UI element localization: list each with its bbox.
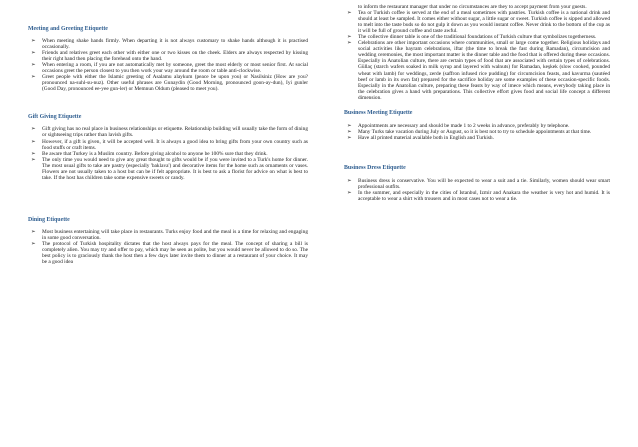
dining-list <box>28 229 308 265</box>
business-dress-section <box>344 165 610 202</box>
checkmark-bullet-icon: ➢ <box>347 134 352 141</box>
right-column <box>344 4 610 202</box>
list-item: ➢ Be aware that Turkey is a Muslim country. Before giving alcohol to anyone be 100% sure that they drink. <box>31 150 268 157</box>
checkmark-bullet-icon: ➢ <box>31 138 36 145</box>
list-item: ➢ Celebrations are other important occasions where communities, small or large come together. Religious holidays and social activities like bayram celebrations, iftar (the time to break the fast during Ramadan), circumcision and wedding ceremonies, the most important matter is the dinner table and the food that is offered during these occasions. Especially in Anatolian culture, there are certain types of food that are associated with certain types of celebrations. Güllaç (starch wafers soaked in milk syrup and layered with walnuts) for Ramadan, keşkek (slow cooked, pounded wheat with lamb) for weddings, zerde (saffron infused rice pudding) for circumcision feasts, and kavurma (sautéed beef or lamb in its own fat) prepared for the sacrifice holiday are some examples of these occasion-specific foods. Especially in the Anatolian culture, preparing these feasts by way of imece which means, everybody taking place in the celebration gives a hand with preparations. This collective effort gives food and social life concept a different dimension. <box>347 40 610 101</box>
meeting-list <box>28 38 308 92</box>
checkmark-bullet-icon: ➢ <box>347 122 352 129</box>
checkmark-bullet-icon: ➢ <box>347 189 352 196</box>
checkmark-bullet-icon: ➢ <box>31 240 36 247</box>
checkmark-bullet-icon: ➢ <box>347 10 352 17</box>
list-item: ➢ Appointments are necessary and should be made 1 to 2 weeks in advance, preferably by telephone. <box>347 122 570 129</box>
checkmark-bullet-icon: ➢ <box>31 126 36 133</box>
dining-section <box>28 217 308 265</box>
checkmark-bullet-icon: ➢ <box>31 156 36 163</box>
business-meeting-heading: Business Meeting Etiquette <box>344 109 413 116</box>
checkmark-bullet-icon: ➢ <box>347 128 352 135</box>
list-item: ➢ Many Turks take vacation during July or August, so it is best not to try to schedule appointments at that time. <box>347 128 592 135</box>
checkmark-bullet-icon: ➢ <box>31 228 36 235</box>
list-item: ➢ The only time you would need to give any great thought to gifts would be if you were invited to a Turk's home for dinner. The most usual gifts to take are pastry (especially 'baklava') and decorative items for the home such as ornaments or vases. Flowers are not usually taken to a host but can be if felt appropriate. It is best to ask a florist for advice on what is best to take. If the host has children take some expensive sweets or candy. <box>31 156 308 181</box>
checkmark-bullet-icon: ➢ <box>31 50 36 57</box>
checkmark-bullet-icon: ➢ <box>31 150 36 157</box>
meeting-heading: Meeting and Greeting Etiquette <box>28 26 108 32</box>
gift-section <box>28 114 308 180</box>
business-dress-list <box>344 178 610 202</box>
business-dress-heading: Business Dress Etiquette <box>344 164 406 171</box>
gift-list <box>28 126 308 180</box>
checkmark-bullet-icon: ➢ <box>347 40 352 47</box>
list-item: ➢ The protocol of Turkish hospitality dictates that the host always pays for the meal. The concept of sharing a bill is completely alien. You may try and offer to pay, which may be seen as polite, but you would never be allowed to do so. The best policy is to graciously thank the host then a few days later invite them to dinner at a restaurant of your choice. It may be a good idea <box>31 240 308 266</box>
business-meeting-section <box>344 110 610 141</box>
list-item: ➢ Have all printed material available both in English and Turkish. <box>347 134 494 141</box>
list-item: ➢ However, if a gift is given, it will be accepted well. It is always a good idea to bring gifts from your own country such as food stuffs or craft items. <box>31 138 308 151</box>
list-item: ➢ Greet people with either the Islamic greeting of Asalamu alaykum (peace be upon you) or Nasilsiniz (How are you? pronounced na-suhl-su-nuz). Other useful phrases are Gunaydin (Good Morning, pronounced goon-ay-dun), Iyi gunler (Good Day, pronounced ee-yee gun-ler) or Memnun Oldum (pleased to meet you). <box>31 74 308 93</box>
checkmark-bullet-icon: ➢ <box>347 177 352 184</box>
list-item: ➢ In the summer, and especially in the cities of Istanbul, Izmir and Anakara the weather is very hot and humid. It is acceptable to wear a shirt with trousers and in most cases not to wear a tie. <box>347 189 610 203</box>
dining-list-continued <box>344 10 610 101</box>
meeting-section <box>28 26 308 92</box>
list-item: ➢ When entering a room, if you are not automatically met by someone, greet the most elderly or most senior first. At social occasions greet the person closest to you then work your way around the room or table anti-clockwise. <box>31 62 308 75</box>
left-column <box>28 4 308 265</box>
business-meeting-list <box>344 123 610 141</box>
list-item: ➢ When meeting shake hands firmly. When departing it is not always customary to shake hands although it is practised occasionally. <box>31 38 308 51</box>
checkmark-bullet-icon: ➢ <box>31 38 36 44</box>
dining-continuation: to inform the restaurant manager that under no circumstances are they to accept payment from your guests. <box>358 4 587 10</box>
list-item: ➢ The collective dinner table is one of the traditional foundations of Turkish culture that symbolizes togetherness. <box>347 34 597 41</box>
list-item: ➢ Business dress is conservative. You will be expected to wear a suit and a tie. Similarly, women should wear smart professional outfits. <box>347 177 610 190</box>
list-item: ➢ Tea or Turkish coffee is served at the end of a meal sometimes with pastries. Turkish coffee is a national drink and should at least be sampled. It comes either without sugar, a little sugar or sweet. Turkish coffee is sipped and allowed to melt into the taste buds so do not gulp it down as you would instant coffee. Never drink to the bottom of the cup as it will be full of ground coffee and taste awful. <box>347 10 610 35</box>
list-item: ➢ Most business entertaining will take place in restaurants. Turks enjoy food and the meal is a time for relaxing and engaging in some good conversation. <box>31 228 308 241</box>
checkmark-bullet-icon: ➢ <box>31 62 36 69</box>
gift-heading: Gift Giving Etiquette <box>28 114 82 121</box>
dining-heading: Dining Etiquette <box>28 216 70 223</box>
checkmark-bullet-icon: ➢ <box>31 74 36 81</box>
checkmark-bullet-icon: ➢ <box>347 34 352 41</box>
list-item: ➢ Friends and relatives greet each other with either one or two kisses on the cheek. Elders are always respected by kissing their right hand then placing the forehead onto the hand. <box>31 50 308 63</box>
list-item: ➢ Gift giving has no real place in business relationships or etiquette. Relationship building will usually take the form of dining or sightseeing trips rather than lavish gifts. <box>31 126 308 139</box>
